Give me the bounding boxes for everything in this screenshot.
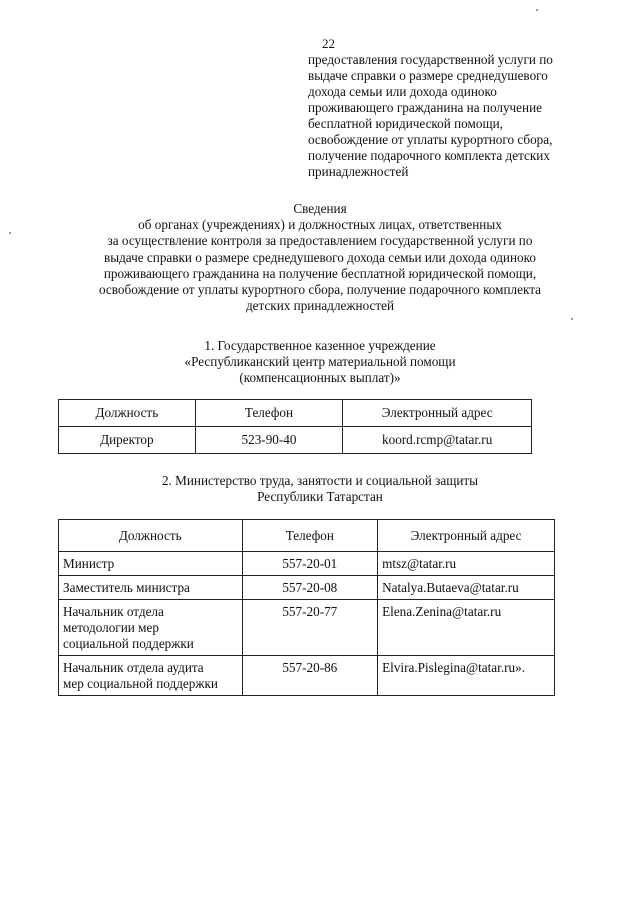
document-header-caption — [308, 52, 598, 180]
column-header-phone: Телефон — [242, 520, 378, 552]
section1-heading-line: 1. Государственное казенное учреждение — [204, 338, 436, 353]
table-row — [59, 600, 555, 656]
section2-heading-line: 2. Министерство труда, занятости и социальной защиты — [161, 473, 479, 488]
cell-phone: 523-90-40 — [195, 427, 343, 454]
column-header-position: Должность — [59, 520, 243, 552]
table-header-row — [59, 520, 555, 552]
cell-position — [59, 576, 243, 600]
title-line: освобождение от уплаты курортного сбора, получение подарочного комплекта — [99, 282, 541, 298]
cell-position-line: методологии мер — [63, 620, 159, 635]
cell-position-line: Начальник отдела — [63, 604, 164, 619]
header-line: принадлежностей — [308, 164, 409, 179]
cell-position-line: мер социальной поддержки — [63, 676, 218, 691]
column-header-position: Должность — [59, 400, 196, 427]
cell-phone: 557-20-77 — [242, 600, 378, 656]
scan-speck — [536, 9, 538, 11]
header-line: дохода семьи или дохода одиноко — [308, 84, 497, 99]
section2-table — [58, 519, 555, 696]
cell-position — [59, 656, 243, 696]
document-title: Сведения — [293, 201, 347, 216]
header-line: получение подарочного комплекта детских — [308, 148, 550, 163]
title-line: детских принадлежностей — [245, 298, 395, 314]
cell-email: koord.rcmp@tatar.ru — [343, 427, 532, 454]
title-line: выдаче справки о размере среднедушевого дохода семьи или дохода одиноко — [104, 249, 536, 265]
section1-heading-line: «Республиканский центр материальной помощи — [184, 354, 456, 370]
cell-phone: 557-20-01 — [242, 552, 378, 576]
cell-email: Elvira.Pislegina@tatar.ru». — [378, 656, 555, 696]
table-row — [59, 427, 532, 454]
title-line: проживающего гражданина на получение бесплатной юридической помощи, — [103, 265, 537, 281]
header-line: предоставления государственной услуги по — [308, 52, 553, 67]
cell-position: Директор — [59, 427, 196, 454]
cell-email: Elena.Zenina@tatar.ru — [378, 600, 555, 656]
header-line: освобождение от уплаты курортного сбора, — [308, 132, 553, 147]
section1-heading-line: (компенсационных выплат)» — [239, 370, 401, 386]
section2-heading-line: Республики Татарстан — [257, 489, 383, 505]
table-row — [59, 552, 555, 576]
cell-email: mtsz@tatar.ru — [378, 552, 555, 576]
column-header-phone: Телефон — [195, 400, 343, 427]
cell-position-line: Заместитель министра — [63, 580, 190, 595]
header-line: выдаче справки о размере среднедушевого — [308, 68, 548, 83]
cell-position-line: Начальник отдела аудита — [63, 660, 204, 675]
section1-table — [58, 399, 532, 454]
table-row — [59, 576, 555, 600]
cell-position — [59, 552, 243, 576]
header-line: проживающего гражданина на получение — [308, 100, 542, 115]
cell-position-line: социальной поддержки — [63, 636, 194, 651]
cell-phone: 557-20-86 — [242, 656, 378, 696]
table-row — [59, 656, 555, 696]
page-number: 22 — [322, 36, 335, 51]
cell-position — [59, 600, 243, 656]
cell-phone: 557-20-08 — [242, 576, 378, 600]
title-line: за осуществление контроля за предоставлением государственной услуги по — [107, 233, 533, 249]
section2-heading — [0, 473, 640, 505]
table-header-row — [59, 400, 532, 427]
cell-position-line: Министр — [63, 556, 115, 571]
column-header-email: Электронный адрес — [378, 520, 555, 552]
document-title-block — [0, 201, 640, 314]
cell-email: Natalya.Butaeva@tatar.ru — [378, 576, 555, 600]
header-line: бесплатной юридической помощи, — [308, 116, 503, 131]
section1-heading — [0, 338, 640, 387]
column-header-email: Электронный адрес — [343, 400, 532, 427]
scan-speck — [9, 232, 11, 234]
title-line: об органах (учреждениях) и должностных лицах, ответственных — [138, 217, 502, 233]
scan-speck — [571, 318, 573, 320]
